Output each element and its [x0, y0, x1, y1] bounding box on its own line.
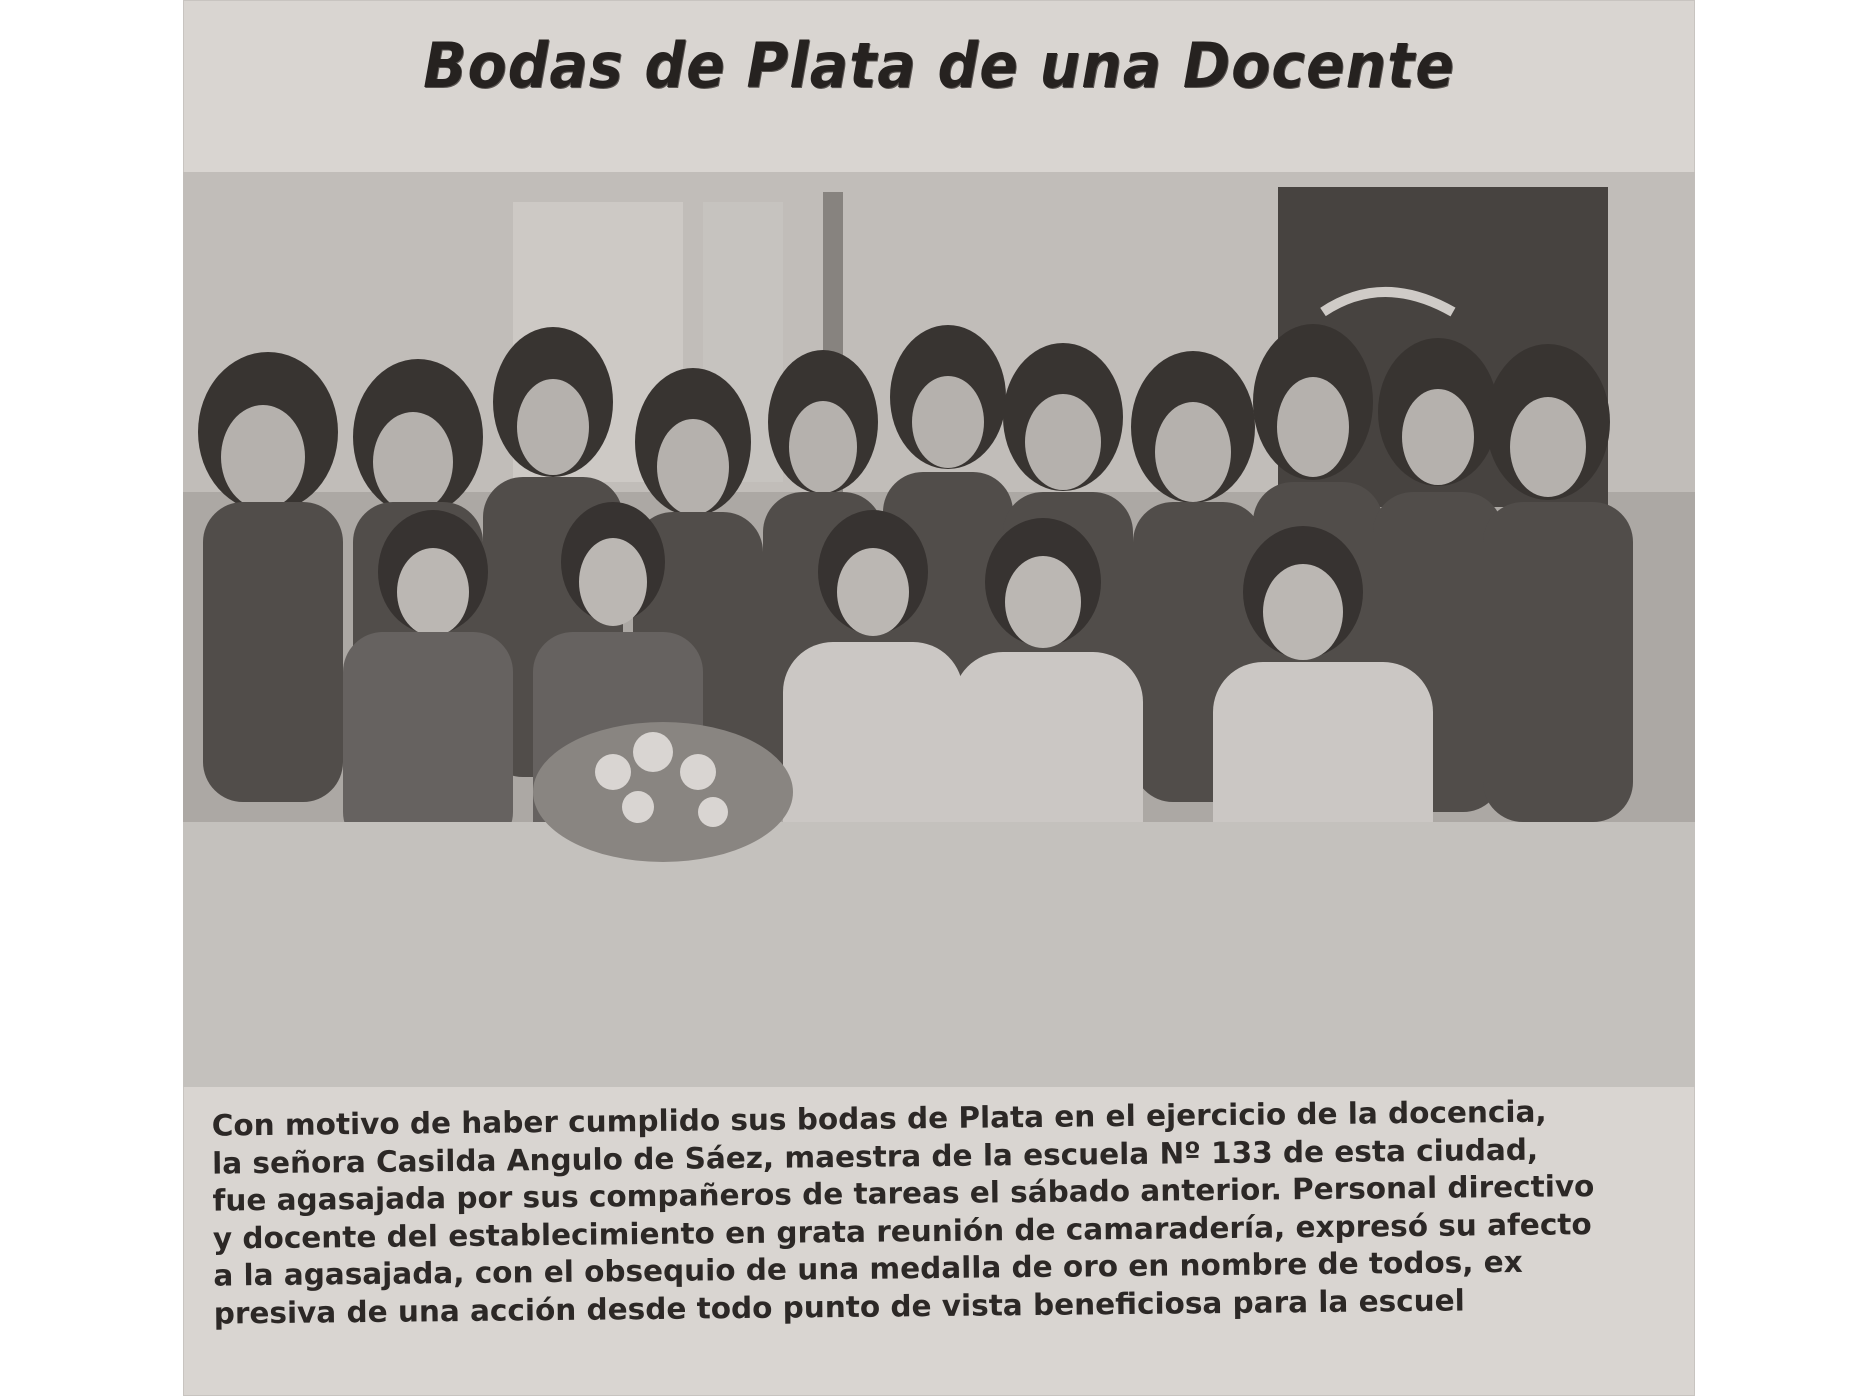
caption-line: la señora Casilda Angulo de Sáez, maestra de la escuela Nº 133 de esta ciudad,	[211, 1132, 1539, 1181]
caption-line: Con motivo de haber cumplido sus bodas de Plata en el ejercicio de la docencia,	[211, 1094, 1547, 1143]
caption-line: a la agasajada, con el obsequio de una medalla de oro en nombre de todos, ex	[213, 1244, 1523, 1293]
caption-line: y docente del establecimiento en grata reunión de camaradería, expresó su afecto	[212, 1206, 1592, 1256]
caption-line: fue agasajada por sus compañeros de tareas el sábado anterior. Personal directivo	[212, 1169, 1595, 1218]
caption-line: presiva de una acción desde todo punto de vista beneficiosa para la escuel	[213, 1282, 1465, 1331]
group-photo-illustration	[183, 172, 1695, 1087]
group-photo	[183, 172, 1695, 1087]
newspaper-clipping	[183, 0, 1695, 1396]
headline: Bodas de Plata de una Docente	[423, 29, 1455, 102]
photo-caption	[212, 1084, 1667, 1393]
